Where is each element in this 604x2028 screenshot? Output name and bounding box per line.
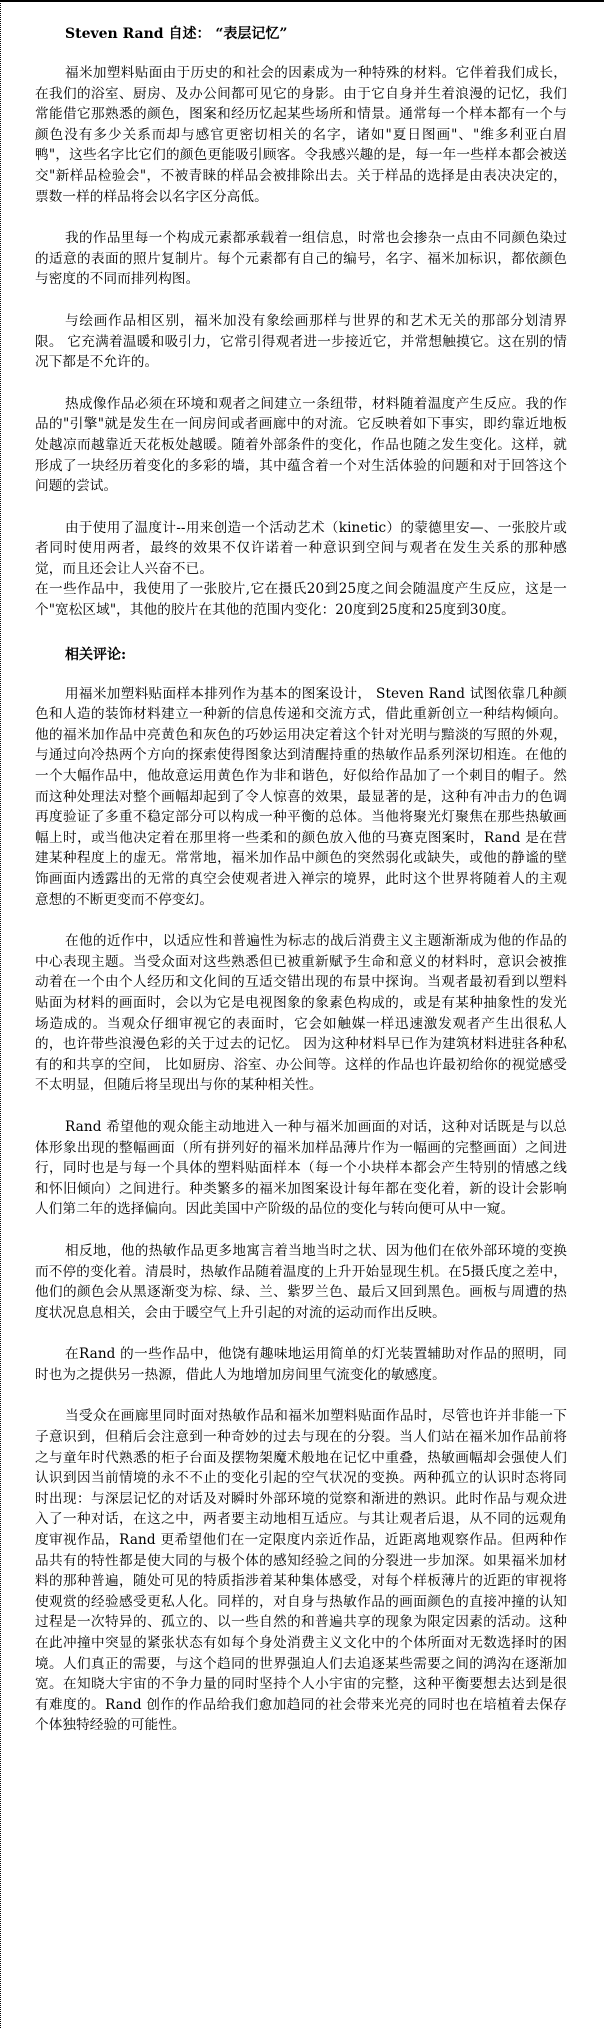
statement-paragraph-4: 热成像作品必须在环境和观者之间建立一条纽带，材料随着温度产生反应。我的作品的"引擎"就是发生在一间房间或者画廊中的对流。它反映着如下事实，即约靠近地板处越凉而越靠近天花板处越暖。随着外部条件的变化，作品也随之发生变化。这样，就形成了一块经历着变化的多彩的墙，其中蕴含着一个对生活体验的问题和对于回答这个问题的尝试。: [35, 395, 567, 495]
statement-paragraph-2: 我的作品里每一个构成元素都承载着一组信息，时常也会掺杂一点由不同颜色染过的适意的表面的照片复制片。每个元素都有自己的编号，名字、福米加标识，都依颜色与密度的不同而排列构图。: [35, 230, 567, 288]
commentary-paragraph-5: 在Rand 的一些作品中，他饶有趣味地运用简单的灯光装置辅助对作品的照明，同时也为之提供另一热源，借此人为地增加房间里气流变化的敏感度。: [35, 1346, 567, 1383]
commentary-paragraph-2: 在他的近作中，以适应性和普遍性为标志的战后消费主义主题渐渐成为他的作品的中心表现主题。当受众面对这些熟悉但已被重新赋予生命和意义的材料时，意识会被推动着在一个由个人经历和文化间的互适交错出现的布景中探询。当观者最初看到以塑料贴面为材料的画面时，会以为它是电视图象的象素色构成的，或是有某种抽象性的发光场造成的。当观众仔细审视它的表面时，它会如触媒一样迅速激发观者产生出很私人的，也许带些浪漫色彩的关于过去的记忆。 因为这种材料早已作为建筑材料进驻各种私有的和共享的空间， 比如厨房、浴室、办公间等。这样的作品也许最初给你的视觉感受不太明显，但随后将呈现出与你的某种相关性。: [35, 933, 567, 1094]
statement-paragraph-1: 福米加塑料贴面由于历史的和社会的因素成为一种特殊的材料。它伴着我们成长，在我们的浴室、厨房、及办公间都可见它的身影。由于它自身并生着浪漫的记忆，我们常能借它那熟悉的颜色，图案和经历忆起某些场所和情景。通常每一个样本都有一个与颜色没有多少关系而却与感官更密切相关的名字，诸如"夏日图画"、"维多利亚白眉鸭"，这些名字比它们的颜色更能吸引顾客。令我感兴趣的是，每一年一些样本都会被送交"新样品检验会"，不被青睐的样品会被排除出去。关于样品的选择是由表决决定的，票数一样的样品将会以名字区分高低。: [35, 65, 567, 205]
statement-paragraph-6: 在一些作品中，我使用了一张胶片,它在摄氏20到25度之间会随温度产生反应，这是一个"宽松区域"，其他的胶片在其他的范围内变化：20度到25度和25度到30度。: [35, 581, 567, 619]
statement-paragraph-3: 与绘画作品相区别，福米加没有象绘画那样与世界的和艺术无关的那部分划清界限。 它充满着温暖和吸引力，它常引得观者进一步接近它，并常想触摸它。这在别的情况下都是不允许的。: [35, 312, 567, 371]
commentary-paragraph-6: 当受众在画廊里同时面对热敏作品和福米加塑料贴面作品时，尽管也许并非能一下子意识到，但稍后会注意到一种奇妙的过去与现在的分裂。当人们站在福米加作品前将之与童年时代熟悉的柜子台面及摆物架魔术般地在记忆中重叠，热敏画幅却会强使人们认识到因当前情境的永不不止的变化引起的空气状况的变换。两种孤立的认识时态将同时出现：与深层记忆的对话及对瞬时外部环境的觉察和渐进的熟识。此时作品与观众进入了一种对话，在这之中，两者要主动地相互适应。与其让观者后退，从不同的远观角度审视作品，Rand 更希望他们在一定限度内亲近作品，近距离地观察作品。但两种作品共有的特性都是使大同的与极个体的感知经验之间的分裂进一步加深。如果福米加材料的那种普遍，随处可见的特质指涉着某种集体感受，对每个样板薄片的近距的审视将使观赏的经验感受更私人化。同样的，对自身与热敏作品的画面颜色的直接冲撞的认知过程是一次特异的、孤立的、以一些自然的和普遍共享的现象为限定因素的活动。这种在此冲撞中突显的紧张状态有如每个身处消费主义文化中的个体所面对无数选择时的困境。人们真正的需要，与这个趋同的世界强迫人们去追逐某些需要之间的鸿沟在逐渐加宽。在知晓大宇宙的不争力量的同时坚持个人小宇宙的完整，这种平衡要想去达到是很有难度的。Rand 创作的作品给我们愈加趋同的社会带来光亮的同时也在培植着去保存个体独特经验的可能性。: [35, 1408, 567, 1734]
commentary-paragraph-4: 相反地，他的热敏作品更多地寓言着当地当时之状、因为他们在依外部环境的变换而不停的变化着。清晨时，热敏作品随着温度的上升开始显现生机。在5摄氏度之差中，他们的颜色会从黑逐渐变为棕、绿、兰、紫罗兰色、最后又回到黑色。画板与周遭的热度状况息息相关，会由于暖空气上升引起的对流的运动而作出反映。: [35, 1242, 567, 1321]
commentary-heading: 相关评论:: [65, 646, 127, 663]
statement-paragraph-5: 由于使用了温度计--用来创造一个活动艺术（kinetic）的蒙德里安—、一张胶片或者同时使用两者，最终的效果不仅许诺着一种意识到空间与观者在发生关系的那种感觉，而且还会让人兴奋不已。: [35, 519, 567, 577]
commentary-paragraph-3: Rand 希望他的观众能主动地进入一种与福米加画面的对话，这种对话既是与以总体形象出现的整幅画面（所有拼列好的福米加样品薄片作为一幅画的完整画面）之间进行，同时也是与每一个具体的塑料贴面样本（每一个小块样本都会产生特别的情感之线和怀旧倾向）之间进行。种类繁多的福米加图案设计每年都在变化着，新的设计会影响人们第二年的选择偏向。因此美国中产阶级的品位的变化与转向便可从中一窥。: [35, 1118, 567, 1218]
document-content: [35, 24, 567, 1757]
commentary-paragraph-1: 用福米加塑料贴面样本排列作为基本的图案设计， Steven Rand 试图依靠几种颜色和人造的装饰材料建立一种新的信息传递和交流方式，借此重新创立一种结构倾向。 他的福米加作品中亮黄色和灰色的巧妙运用决定着这个针对光明与黯淡的写照的外观，与通过向冷热两个方向的探索使得图象达到清醒持重的热敏作品系列深切相连。在他的一个大幅作品中，他故意运用黄色作为非和谐色，好似给作品加了一个刺目的帽子。然而这种处理法对整个画幅却起到了令人惊喜的效果，最显著的是，这种有冲击力的色调再度验证了多重不稳定部分可以构成一种平衡的总体。当他将聚光灯聚焦在那些热敏画幅上时，或当他决定着在那里将一些柔和的颜色放入他的马赛克图案时，Rand 是在营建某种程度上的虚无。常常地，福米加作品中颜色的突然弱化或缺失，或他的静谧的壁饰画面内透露出的无常的真空会使观者进入禅宗的境界，此时这个世界将随着人的主观意想的不断更变而不停变幻。: [35, 685, 567, 908]
document-title: Steven Rand 自述： “表层记忆”: [65, 26, 288, 42]
